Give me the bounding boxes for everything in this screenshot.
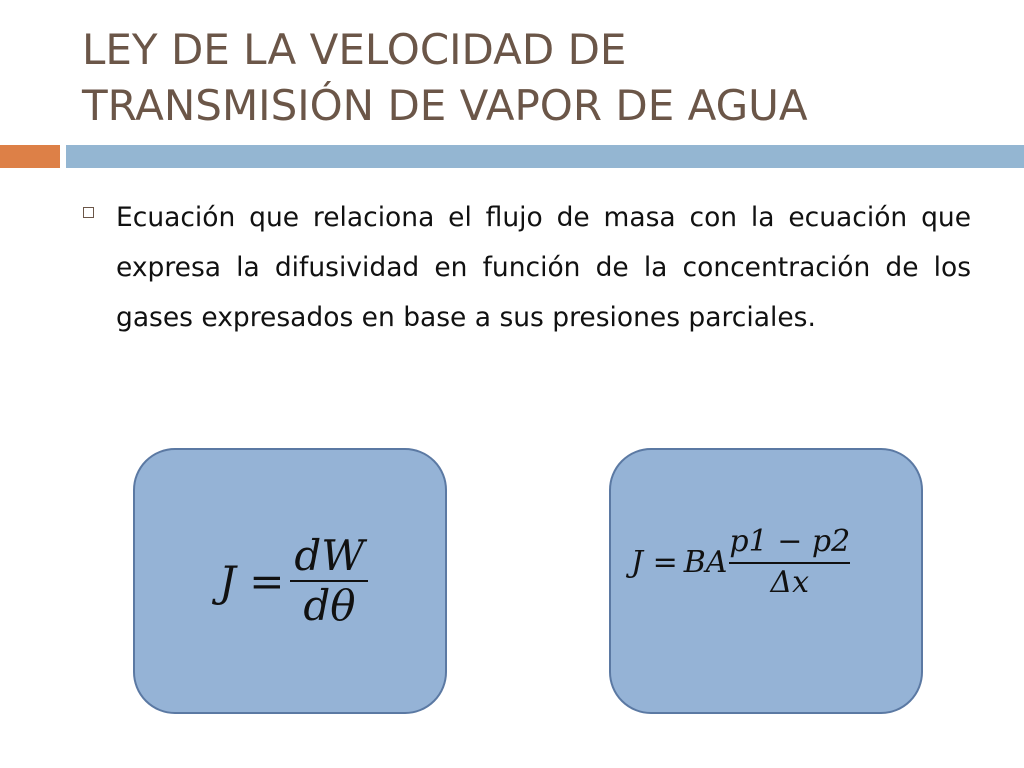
equation-flux-derivative bbox=[219, 532, 368, 631]
equation-flux-pressure bbox=[631, 525, 850, 600]
equation-denominator: dθ bbox=[303, 581, 356, 631]
equation-fraction bbox=[729, 525, 850, 600]
hollow-square-bullet-icon bbox=[83, 207, 94, 218]
equation-box-flux bbox=[133, 448, 447, 714]
equation-numerator: dW bbox=[290, 532, 368, 582]
title-accent-bar-orange bbox=[0, 145, 60, 168]
equation-lhs: J = bbox=[631, 545, 678, 580]
equation-coefficient: BA bbox=[683, 545, 728, 580]
slide-title-line-1: LEY DE LA VELOCIDAD DE bbox=[82, 25, 627, 74]
bullet-text: Ecuación que relaciona el flujo de masa con la ecuación que expresa la difusividad en función de la concentración de los gases expresados en base a sus presiones parciales. bbox=[116, 202, 971, 333]
slide-title bbox=[82, 22, 1002, 134]
equation-box-pressure bbox=[609, 448, 923, 714]
equation-fraction bbox=[290, 532, 368, 631]
bullet-point bbox=[83, 193, 971, 343]
title-accent-bar-blue bbox=[66, 145, 1024, 168]
slide-title-line-2: TRANSMISIÓN DE VAPOR DE AGUA bbox=[82, 81, 808, 130]
equation-denominator: Δx bbox=[770, 564, 810, 600]
equation-numerator: p1 − p2 bbox=[729, 525, 850, 564]
equation-lhs: J = bbox=[219, 556, 285, 606]
